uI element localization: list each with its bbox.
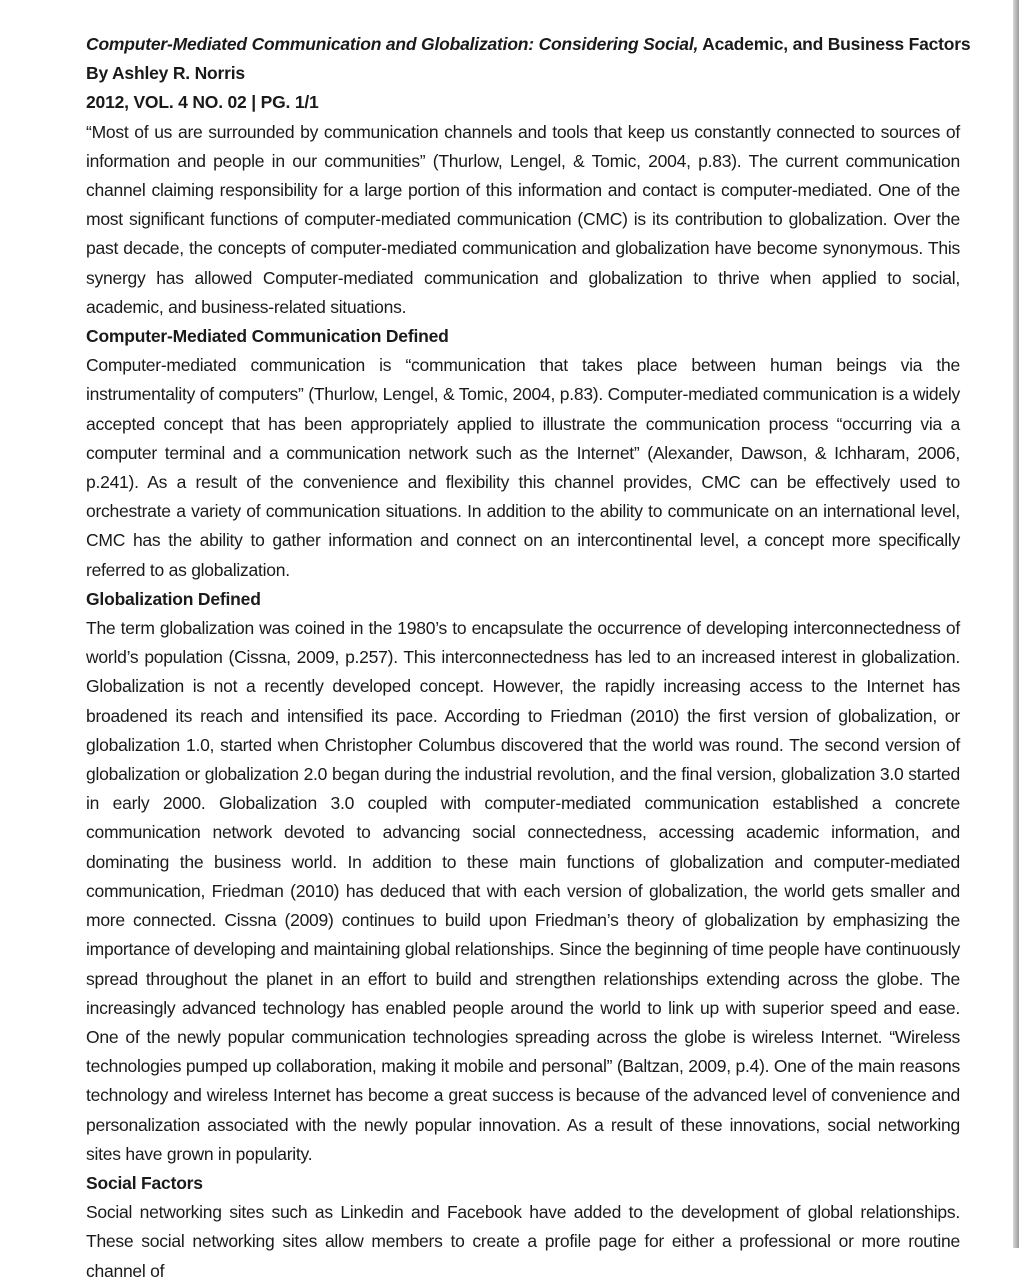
section-heading-globalization-defined: Globalization Defined [86, 588, 261, 609]
section-heading-social-factors: Social Factors [86, 1172, 203, 1193]
section-heading-cmc-defined: Computer-Mediated Communication Defined [86, 326, 449, 347]
page-edge-shadow [1013, 0, 1019, 1248]
article-title-italic: Computer-Mediated Communication and Globalization: Considering Social, [86, 34, 699, 54]
section-paragraph-cmc-defined: Computer-mediated communication is “communication that takes place between human beings via the instrumentality of computers” (Thurlow, Lengel, & Tomic, 2004, p.83). Computer-mediated communication is a widely accepted concept that has been appropriately applied to illustrate the communication process “occurring via a computer terminal and a communication network such as the Internet” (Alexander, Dawson, & Ichharam, 2006, p.241). As a result of the convenience and flexibility this channel provides, CMC can be effectively used to orchestrate a variety of communication situations. In addition to the ability to communicate on an international level, CMC has the ability to gather information and connect on an intercontinental level, a concept more specifically referred to as globalization. [86, 355, 960, 580]
section-paragraph-social-factors: Social networking sites such as Linkedin and Facebook have added to the development of global relationships. These social networking sites allow members to create a profile page for either a professional or more routine channel of [86, 1202, 960, 1281]
article-page [86, 30, 971, 1286]
section-paragraph-globalization-defined: The term globalization was coined in the 1980’s to encapsulate the occurrence of developing interconnectedness of world’s population (Cissna, 2009, p.257). This interconnectedness has led to an increased interest in globalization. Globalization is not a recently developed concept. However, the rapidly increasing access to the Internet has broadened its reach and intensified its pace. According to Friedman (2010) the first version of globalization, or globalization 1.0, started when Christopher Columbus discovered that the world was round. The second version of globalization or globalization 2.0 began during the industrial revolution, and the final version, globalization 3.0 started in early 2000. Globalization 3.0 coupled with computer-mediated communication established a concrete communication network devoted to advancing social connectedness, accessing academic information, and dominating the business world. In addition to these main functions of globalization and computer-mediated communication, Friedman (2010) has deduced that with each version of globalization, the world gets smaller and more connected. Cissna (2009) continues to build upon Friedman’s theory of globalization by emphasizing the importance of developing and maintaining global relationships. Since the beginning of time people have continuously spread throughout the planet in an effort to build and strengthen relationships extending across the globe. The increasingly advanced technology has enabled people around the world to link up with superior speed and ease. One of the newly popular communication technologies spreading across the globe is wireless Internet. “Wireless technologies pumped up collaboration, making it mobile and personal” (Baltzan, 2009, p.4). One of the main reasons technology and wireless Internet has become a great success is because of the advanced level of convenience and personalization associated with the newly popular innovation. As a result of these innovations, social networking sites have grown in popularity. [86, 618, 960, 1164]
article-byline: By Ashley R. Norris [86, 63, 245, 84]
article-issue-info: 2012, VOL. 4 NO. 02 | PG. 1/1 [86, 92, 319, 113]
intro-paragraph: “Most of us are surrounded by communication channels and tools that keep us constantly connected to sources of information and people in our communities” (Thurlow, Lengel, & Tomic, 2004, p.83). The current communication channel claiming responsibility for a large portion of this information and contact is computer-mediated. One of the most significant functions of computer-mediated communication (CMC) is its contribution to globalization. Over the past decade, the concepts of computer-mediated communication and globalization have become synonymous. This synergy has allowed Computer-mediated communication and globalization to thrive when applied to social, academic, and business-related situations. [86, 121, 960, 317]
article-title [86, 30, 971, 59]
article-title-rest: Academic, and Business Factors [698, 34, 971, 54]
